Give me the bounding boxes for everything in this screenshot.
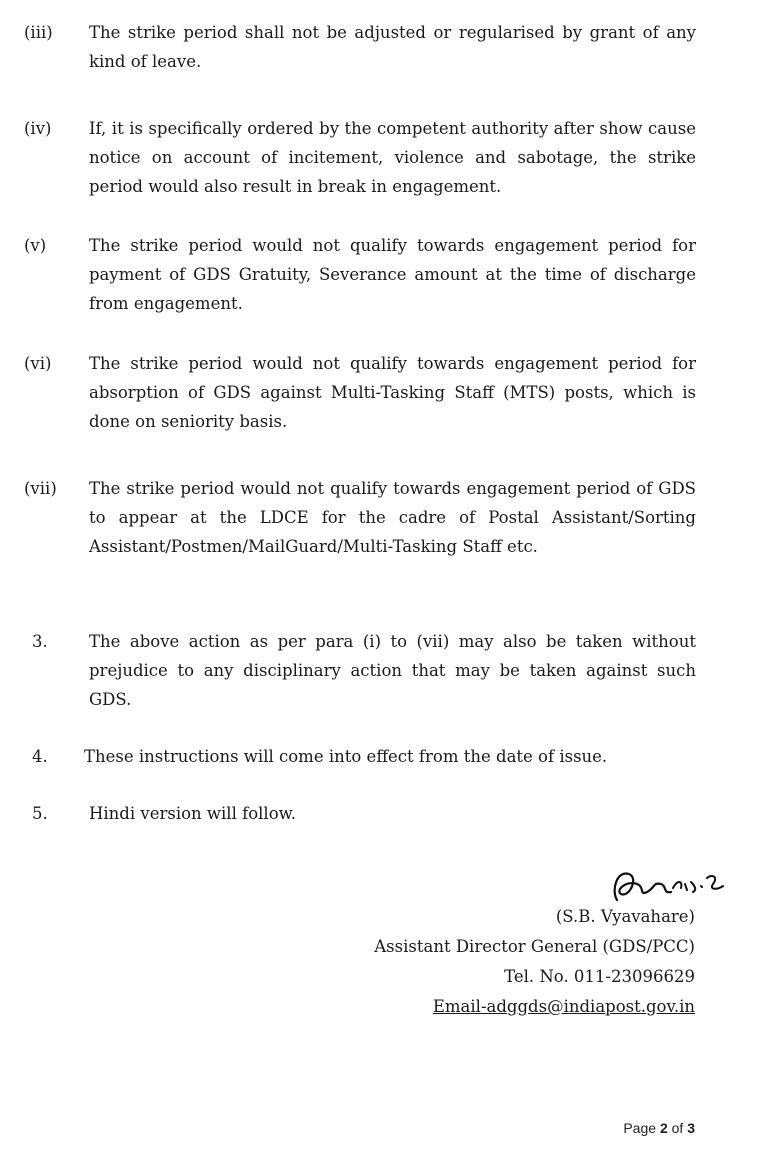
signatory-designation: Assistant Director General (GDS/PCC) (374, 937, 695, 956)
list-item (24, 18, 696, 76)
paragraph-text: These instructions will come into effect from the date of issue. (84, 747, 608, 766)
item-text: The strike period would not qualify towards engagement period of GDS to appear at the LDCE for the cadre of Postal Assistant/Sorting Assistant/Postmen/MailGuard/Multi-Tasking Staff etc. (89, 479, 696, 556)
list-item (24, 114, 696, 201)
item-text: The strike period would not qualify towards engagement period for payment of GDS Gratuity, Severance amount at the time of discharge from engagement. (89, 236, 696, 313)
paragraph-number: 4. (32, 747, 48, 766)
paragraph-number: 5. (32, 804, 48, 823)
list-item (24, 349, 696, 436)
signature-block (275, 902, 695, 1022)
paragraph-number: 3. (32, 632, 48, 651)
list-item (24, 231, 696, 318)
page-number-footer (623, 1120, 695, 1136)
paragraph (24, 627, 696, 714)
item-text: The strike period shall not be adjusted or regularised by grant of any kind of leave. (89, 23, 696, 71)
item-number: (vii) (24, 479, 57, 498)
signatory-name: (S.B. Vyavahare) (555, 907, 695, 926)
paragraph-text: Hindi version will follow. (89, 804, 297, 823)
signatory-email: Email-adggds@indiapost.gov.in (432, 997, 695, 1016)
page-of-label: of (667, 1120, 688, 1136)
item-number: (v) (24, 236, 47, 255)
list-item (24, 474, 696, 561)
item-text: If, it is specifically ordered by the competent authority after show cause notice on account of incitement, violence and sabotage, the strike period would also result in break in engagement. (89, 119, 696, 196)
item-number: (vi) (24, 354, 52, 373)
item-number: (iv) (24, 119, 52, 138)
paragraph-text: The above action as per para (i) to (vii) may also be taken without prejudice to any disciplinary action that may be taken against such GDS. (89, 632, 696, 709)
item-text: The strike period would not qualify towards engagement period for absorption of GDS against Multi-Tasking Staff (MTS) posts, which is done on seniority basis. (89, 354, 696, 431)
page-label: Page (623, 1120, 660, 1136)
total-pages: 3 (687, 1120, 695, 1136)
paragraph (24, 742, 696, 771)
paragraph (24, 799, 696, 828)
item-number: (iii) (24, 23, 53, 42)
current-page: 2 (659, 1120, 668, 1136)
signatory-phone: Tel. No. 011-23096629 (504, 967, 695, 986)
